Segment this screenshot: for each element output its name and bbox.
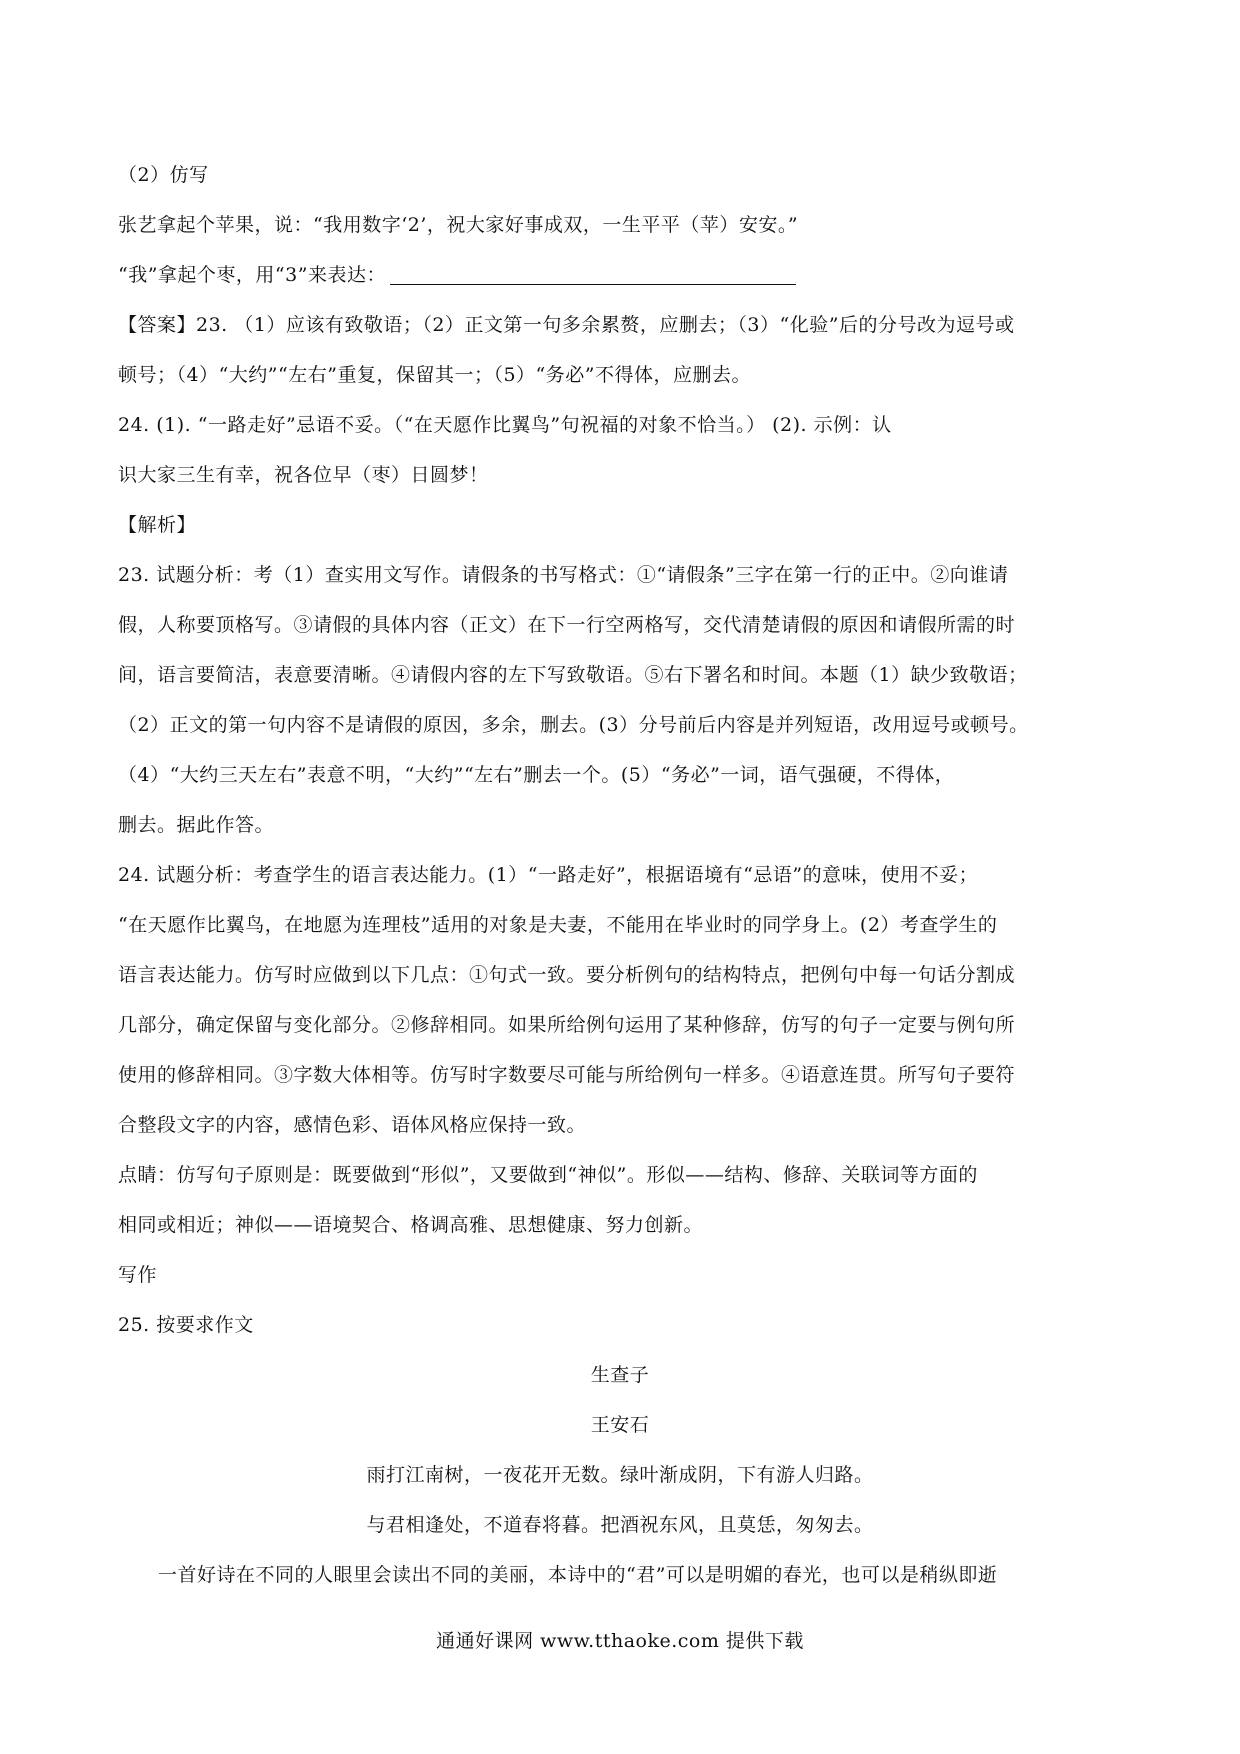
essay-prompt-paragraph: 一首好诗在不同的人眼里会读出不同的美丽，本诗中的“君”可以是明媚的春光，也可以是稍纵即逝 bbox=[158, 1564, 998, 1586]
analysis-line: 23. 试题分析：考（1）查实用文写作。请假条的书写格式：①“请假条”三字在第一行的正中。②向谁请 bbox=[118, 564, 1009, 586]
fill-prompt bbox=[118, 262, 1138, 288]
answer-line: 顿号；（4）“大约”“左右”重复，保留其一；（5）“务必”不得体，应删去。 bbox=[118, 364, 751, 386]
analysis-heading: 【解析】 bbox=[118, 514, 197, 536]
analysis-line: 合整段文字的内容，感情色彩、语体风格应保持一致。 bbox=[118, 1114, 587, 1136]
subquestion-label: （2）仿写 bbox=[118, 164, 209, 186]
analysis-line: 几部分，确定保留与变化部分。②修辞相同。如果所给例句运用了某种修辞，仿写的句子一定要与例句所 bbox=[118, 1014, 1016, 1036]
analysis-line: “在天愿作比翼鸟，在地愿为连理枝”适用的对象是夫妻，不能用在毕业时的同学身上。(2）考查学生的 bbox=[118, 914, 998, 936]
question-25: 25. 按要求作文 bbox=[118, 1314, 254, 1336]
tip-line: 相同或相近；神似——语境契合、格调高雅、思想健康、努力创新。 bbox=[118, 1214, 704, 1236]
section-heading-writing: 写作 bbox=[118, 1264, 158, 1286]
answer-line: 24. (1). “一路走好”忌语不妥。（“在天愿作比翼鸟”句祝福的对象不恰当。） (2). 示例：认 bbox=[118, 414, 892, 436]
tip-line: 点睛：仿写句子原则是：既要做到“形似”，又要做到“神似”。形似——结构、修辞、关联词等方面的 bbox=[118, 1164, 978, 1186]
example-sentence: 张艺拿起个苹果，说：“我用数字‘2’，祝大家好事成双，一生平平（苹）安安。” bbox=[118, 214, 799, 236]
poem-line: 与君相逢处，不道春将暮。把酒祝东风，且莫恁，匆匆去。 bbox=[366, 1514, 874, 1536]
answer-line: 【答案】23. （1）应该有致敬语；（2）正文第一句多余累赘，应删去；（3）“化验”后的分号改为逗号或 bbox=[118, 314, 1015, 336]
analysis-line: 使用的修辞相同。③字数大体相等。仿写时字数要尽可能与所给例句一样多。④语意连贯。所写句子要符 bbox=[118, 1064, 1016, 1086]
poem-line: 雨打江南树，一夜花开无数。绿叶渐成阴，下有游人归路。 bbox=[366, 1464, 874, 1486]
poem-title: 生查子 bbox=[590, 1364, 650, 1386]
answer-blank bbox=[390, 264, 796, 285]
page-footer: 通通好课网 www.tthaoke.com 提供下载 bbox=[436, 1630, 804, 1652]
answer-line: 识大家三生有幸，祝各位早（枣）日圆梦！ bbox=[118, 464, 489, 486]
analysis-line: 间，语言要简洁，表意要清晰。④请假内容的左下写致敬语。⑤右下署名和时间。本题（1）缺少致敬语； bbox=[118, 664, 1028, 686]
analysis-line: 24. 试题分析：考查学生的语言表达能力。(1）“一路走好”，根据语境有“忌语”的意味，使用不妥； bbox=[118, 864, 979, 886]
analysis-line: 假，人称要顶格写。③请假的具体内容（正文）在下一行空两格写，交代清楚请假的原因和请假所需的时 bbox=[118, 614, 1016, 636]
analysis-line: （2）正文的第一句内容不是请假的原因，多余，删去。(3）分号前后内容是并列短语，改用逗号或顿号。 bbox=[118, 714, 1029, 736]
poem-author: 王安石 bbox=[590, 1414, 650, 1436]
analysis-line: （4）“大约三天左右”表意不明，“大约”“左右”删去一个。(5）“务必”一词，语气强硬，不得体， bbox=[118, 764, 955, 786]
fill-prompt-text: “我”拿起个枣，用“3”来表达： bbox=[118, 264, 386, 286]
analysis-line: 删去。据此作答。 bbox=[118, 814, 275, 836]
analysis-line: 语言表达能力。仿写时应做到以下几点：①句式一致。要分析例句的结构特点，把例句中每一句话分割成 bbox=[118, 964, 1016, 986]
